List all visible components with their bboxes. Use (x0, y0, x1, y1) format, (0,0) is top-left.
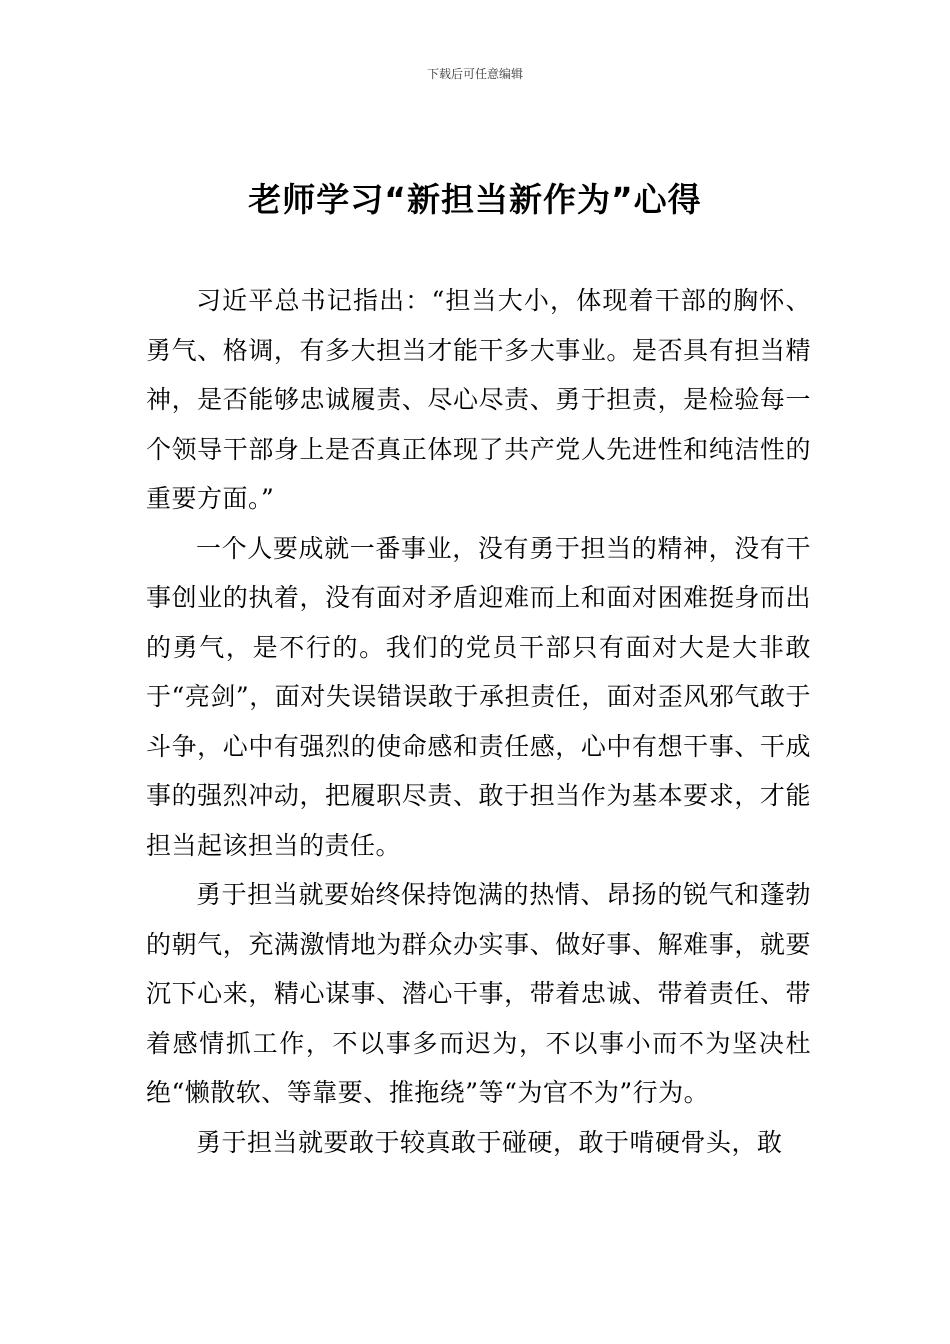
paragraph-3: 勇于担当就要始终保持饱满的热情、昂扬的锐气和蓬勃的朝气，充满激情地为群众办实事、做好事、解难事，就要沉下心来，精心谋事、潜心干事，带着忠诚、带着责任、带着感情抓工作，不以事多而迟为，不以事小而不为坚决杜绝“懒散软、等靠要、推拖绕”等“为官不为”行为。 (146, 880, 811, 1107)
document-title: 老师学习“新担当新作为”心得 (248, 180, 702, 219)
header-note: 下载后可任意编辑 (426, 67, 523, 81)
document-body (146, 276, 811, 1167)
paragraph-2: 一个人要成就一番事业，没有勇于担当的精神，没有干事创业的执着，没有面对矛盾迎难而上和面对困难挺身而出的勇气，是不行的。我们的党员干部只有面对大是大非敢于“亮剑”，面对失误错误敢于承担责任，面对歪风邪气敢于斗争，心中有强烈的使命感和责任感，心中有想干事、干成事的强烈冲动，把履职尽责、敢于担当作为基本要求，才能担当起该担当的责任。 (146, 533, 811, 860)
paragraph-1: 习近平总书记指出：“担当大小，体现着干部的胸怀、勇气、格调，有多大担当才能干多大事业。是否具有担当精神，是否能够忠诚履责、尽心尽责、勇于担责，是检验每一个领导干部身上是否真正体现了共产党人先进性和纯洁性的重要方面。” (146, 286, 811, 513)
paragraph-4: 勇于担当就要敢于较真敢于碰硬，敢于啃硬骨头，敢 (196, 1127, 783, 1157)
